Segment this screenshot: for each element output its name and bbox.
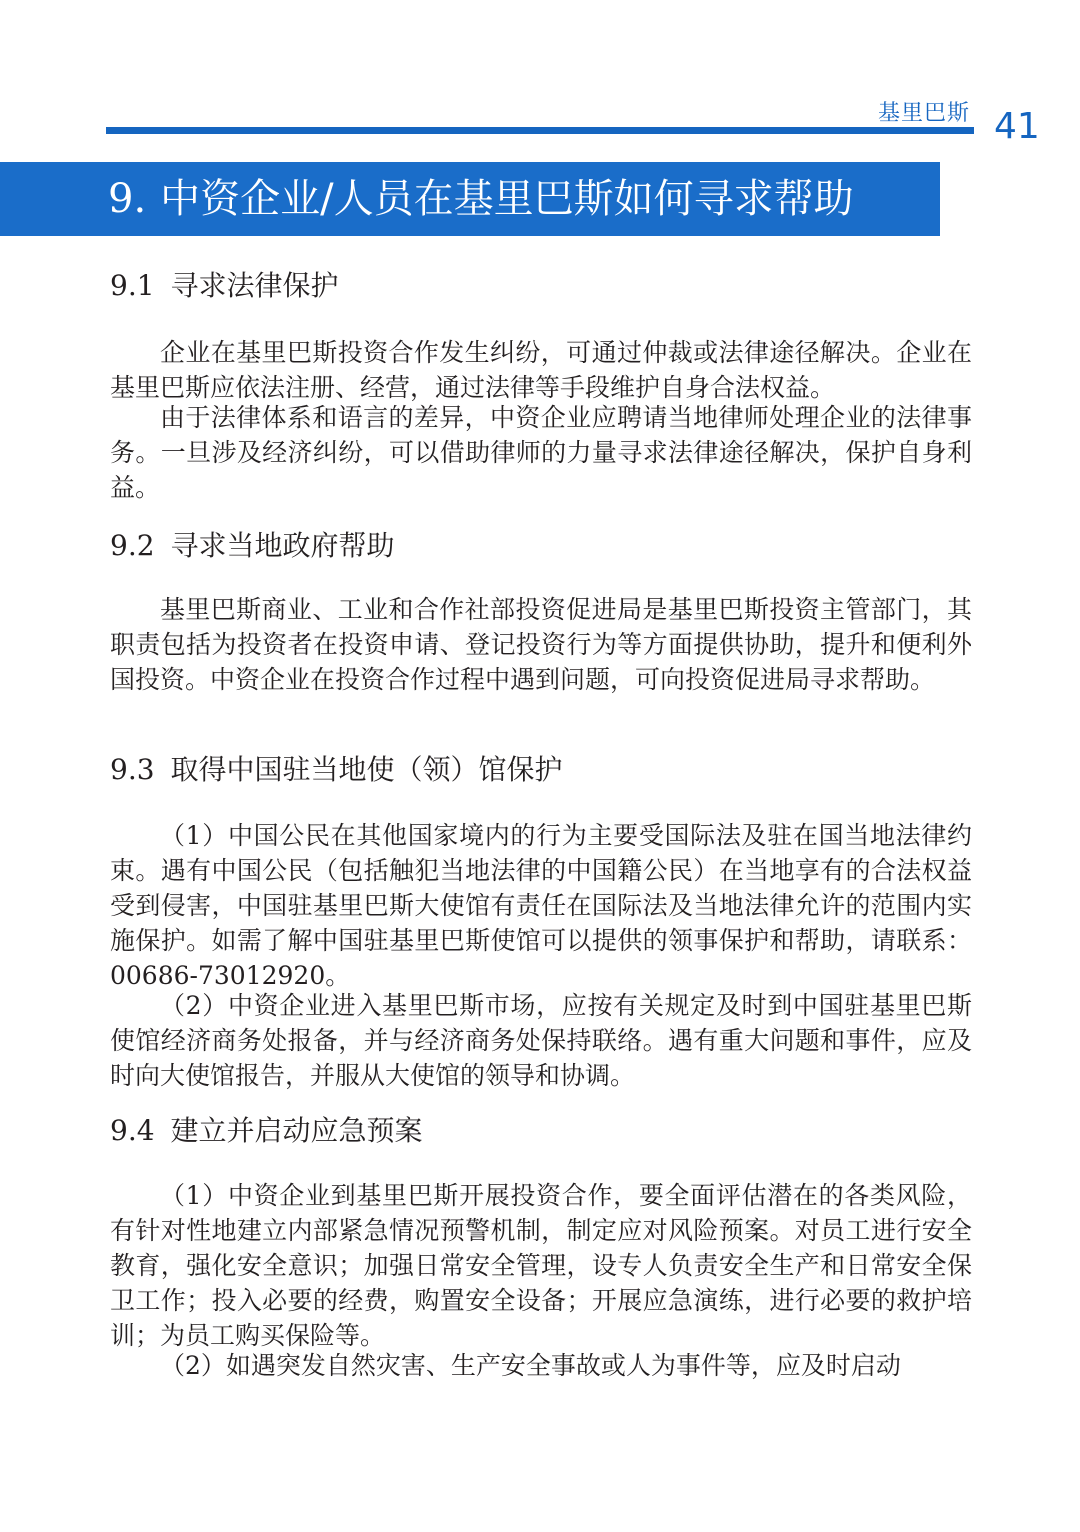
paragraph: （2）中资企业进入基里巴斯市场，应按有关规定及时到中国驻基里巴斯使馆经济商务处报备，并与经济商务处保持联络。遇有重大问题和事件，应及时向大使馆报告，并服从大使馆的领导和协调。: [110, 991, 972, 1090]
section-heading-9-3: [110, 752, 563, 788]
page-number: 41: [994, 106, 1040, 147]
paragraph: 企业在基里巴斯投资合作发生纠纷，可通过仲裁或法律途径解决。企业在基里巴斯应依法注册、经营，通过法律等手段维护自身合法权益。: [110, 338, 972, 402]
section-title: 寻求当地政府帮助: [170, 529, 395, 562]
chapter-title-banner: [0, 162, 940, 236]
paragraph: （1）中国公民在其他国家境内的行为主要受国际法及驻在国当地法律约束。遇有中国公民（包括触犯当地法律的中国籍公民）在当地享有的合法权益受到侵害，中国驻基里巴斯大使馆有责任在国际法及当地法律允许的范围内实施保护。如需了解中国驻基里巴斯使馆可以提供的领事保护和帮助，请联系：00686-73012920。: [110, 821, 972, 990]
section-number: 9.4: [110, 1114, 155, 1147]
paragraph: 由于法律体系和语言的差异，中资企业应聘请当地律师处理企业的法律事务。一旦涉及经济纠纷，可以借助律师的力量寻求法律途径解决，保护自身利益。: [110, 403, 972, 502]
paragraph: 基里巴斯商业、工业和合作社部投资促进局是基里巴斯投资主管部门，其职责包括为投资者在投资申请、登记投资行为等方面提供协助，提升和便利外国投资。中资企业在投资合作过程中遇到问题，可向投资促进局寻求帮助。: [110, 595, 972, 694]
paragraph: （2）如遇突发自然灾害、生产安全事故或人为事件等，应及时启动: [160, 1351, 901, 1380]
section-heading-9-2: [110, 528, 395, 564]
section-heading-9-1: [110, 268, 339, 304]
header-rule: [106, 127, 974, 134]
paragraph: （1）中资企业到基里巴斯开展投资合作，要全面评估潜在的各类风险，有针对性地建立内部紧急情况预警机制，制定应对风险预案。对员工进行安全教育，强化安全意识；加强日常安全管理，设专人负责安全生产和日常安全保卫工作；投入必要的经费，购置安全设备；开展应急演练，进行必要的救护培训；为员工购买保险等。: [110, 1181, 972, 1350]
chapter-number: 9.: [108, 176, 147, 222]
section-title: 取得中国驻当地使（领）馆保护: [170, 753, 563, 786]
section-number: 9.1: [110, 269, 155, 302]
section-heading-9-4: [110, 1113, 423, 1149]
section-title: 建立并启动应急预案: [170, 1114, 423, 1147]
chapter-title: 中资企业/人员在基里巴斯如何寻求帮助: [160, 176, 854, 222]
section-title: 寻求法律保护: [170, 269, 339, 302]
section-number: 9.3: [110, 753, 155, 786]
header-country-name: 基里巴斯: [877, 101, 970, 126]
section-number: 9.2: [110, 529, 155, 562]
